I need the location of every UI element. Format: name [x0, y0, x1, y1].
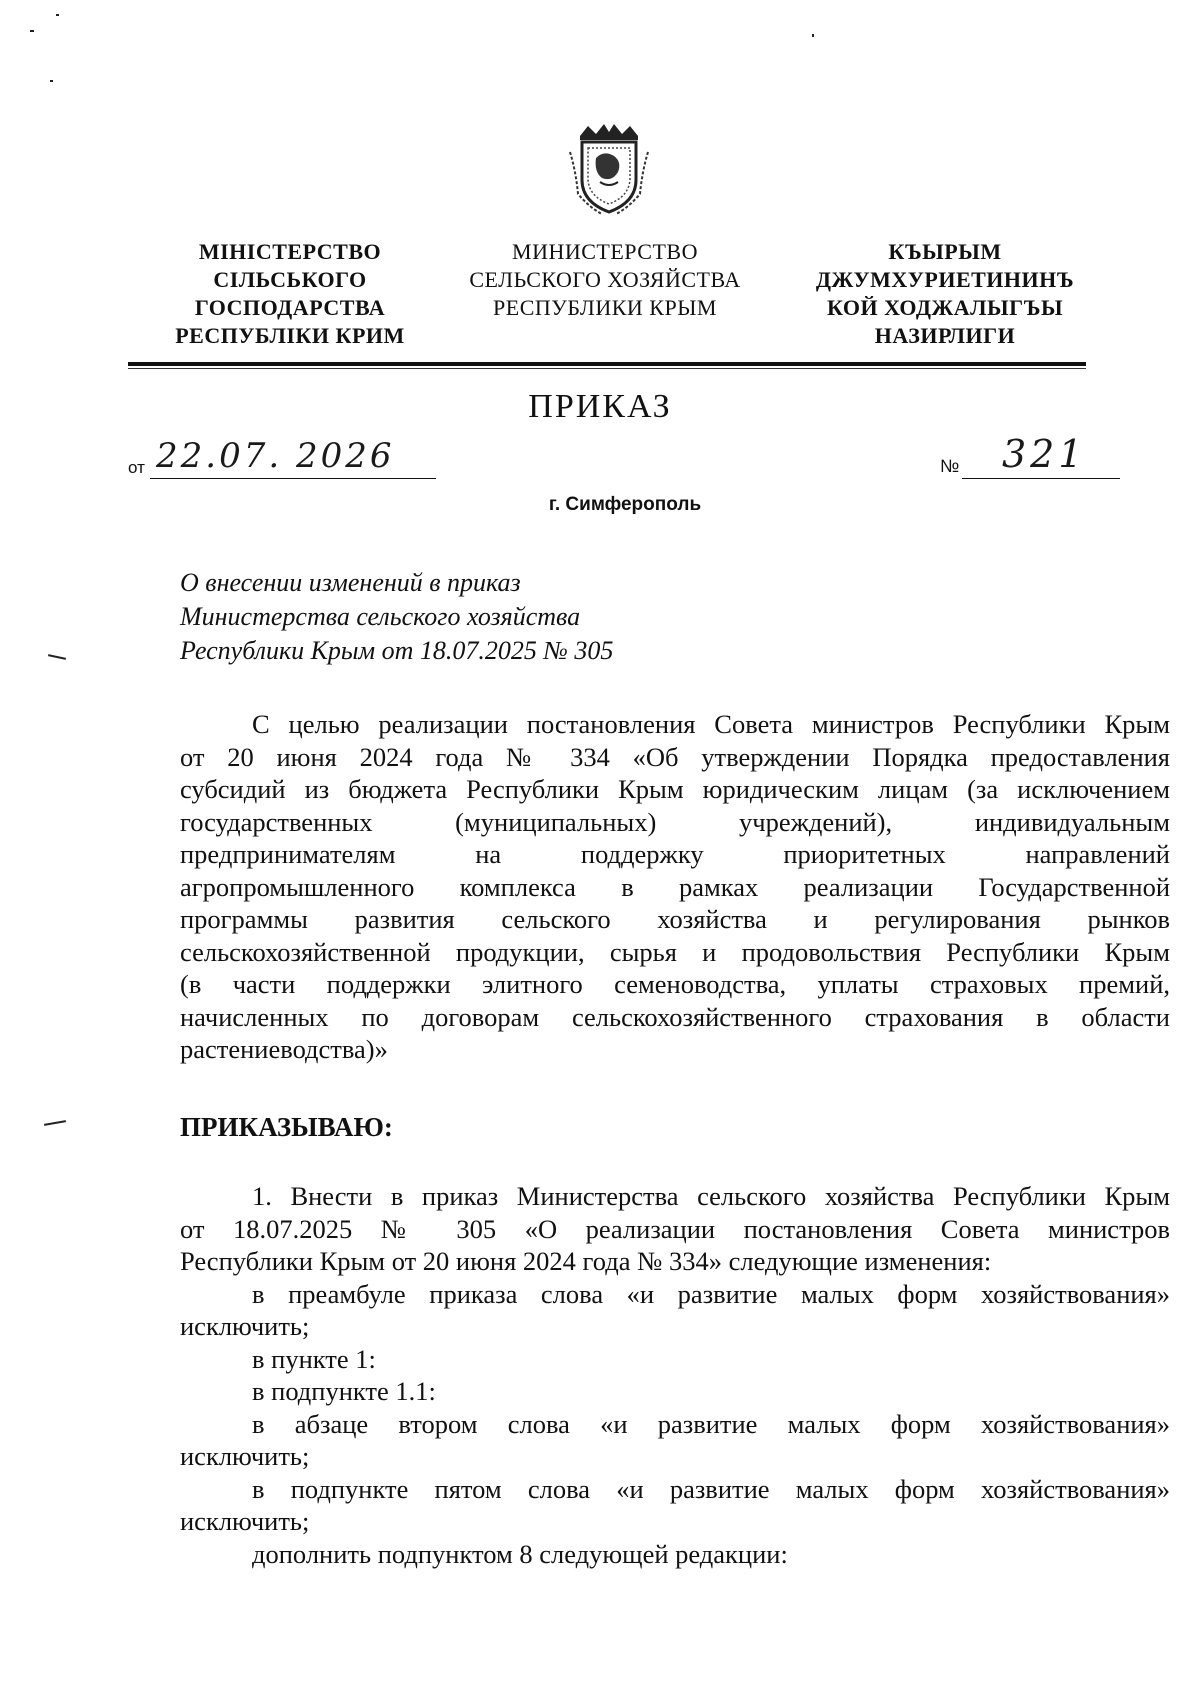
body-line: исключить; — [180, 1506, 310, 1536]
body-line: дополнить подпунктом 8 следующей редакции: — [252, 1538, 788, 1569]
body-line: в пункте 1: — [252, 1343, 376, 1374]
subject-line: О внесении изменений в приказ — [180, 568, 521, 597]
header-right-line: КОЙ ХОДЖАЛЫГЪЫ — [826, 295, 1064, 320]
scan-speck — [44, 1120, 66, 1126]
body-line: исключить; — [180, 1441, 310, 1471]
subject-block — [180, 566, 613, 668]
date-underline — [150, 478, 436, 479]
date-prefix: от — [128, 458, 145, 477]
header-divider-thin — [128, 368, 1086, 369]
body-line: 1. Внести в приказ Министерства сельского хозяйства Республики Крым — [252, 1181, 1170, 1211]
subject-line: Республики Крым от 18.07.2025 № 305 — [180, 636, 614, 665]
scan-speck — [812, 34, 814, 37]
preamble-line: С целью реализации постановления Совета министров Республики Крым — [252, 709, 1170, 739]
header-russian — [440, 238, 770, 322]
preamble-line: начисленных по договорам сельскохозяйственного страхования в области — [180, 1001, 1170, 1032]
scan-speck — [30, 30, 34, 32]
handwritten-date: 22.07. 2026 — [156, 436, 395, 476]
scan-speck — [50, 80, 53, 82]
header-ukrainian — [140, 238, 440, 350]
header-center-line: МИНИСТЕРСТВО — [512, 239, 698, 264]
body-line: в абзаце втором слова «и развитие малых форм хозяйствования» — [252, 1408, 1170, 1439]
header-right-line: ДЖУМХУРИЕТИНИНЪ — [815, 267, 1075, 292]
city-line: г. Симферополь — [548, 494, 702, 515]
preamble-line: сельскохозяйственной продукции, сырья и продовольствия Республики Крым — [180, 936, 1170, 967]
header-left-line: СІЛЬСЬКОГО — [213, 267, 367, 292]
preamble-line: программы развития сельского хозяйства и регулирования рынков — [180, 904, 1170, 934]
body-line: в подпункте 1.1: — [252, 1376, 436, 1406]
header-left-line: МІНІСТЕРСТВО — [198, 239, 382, 264]
coat-of-arms-emblem — [566, 122, 652, 218]
preamble-line: предпринимателям на поддержку приоритетных направлений — [180, 839, 1170, 869]
header-center-line: СЕЛЬСКОГО ХОЗЯЙСТВА — [469, 267, 741, 292]
number-underline — [962, 478, 1120, 479]
header-crimean-tatar — [800, 238, 1090, 350]
preamble-line: государственных (муниципальных) учреждений), индивидуальным — [180, 806, 1170, 837]
subject-line: Министерства сельского хозяйства — [180, 602, 581, 631]
header-center-line: РЕСПУБЛИКИ КРЫМ — [493, 295, 717, 320]
header-left-line: РЕСПУБЛІКИ КРИМ — [175, 323, 405, 348]
preamble-line: (в части поддержки элитного семеноводства, уплаты страховых премий, — [180, 969, 1170, 999]
body-line: в подпункте пятом слова «и развитие малых форм хозяйствования» — [252, 1473, 1170, 1504]
preamble-line: растениеводства)» — [180, 1034, 388, 1064]
body-line: исключить; — [180, 1311, 310, 1341]
order-keyword: ПРИКАЗЫВАЮ: — [180, 1112, 393, 1142]
handwritten-number: 321 — [1002, 432, 1087, 476]
preamble-line: субсидий из бюджета Республики Крым юридическим лицам (за исключением — [180, 774, 1170, 804]
header-left-line: ГОСПОДАРСТВА — [194, 295, 386, 320]
number-prefix: № — [940, 456, 960, 476]
header-divider — [128, 362, 1086, 366]
scan-speck — [48, 654, 66, 660]
body-line: Республики Крым от 20 июня 2024 года № 334» следующие изменения: — [180, 1246, 992, 1276]
order-body — [180, 1180, 1170, 1570]
preamble-line: агропромышленного комплекса в рамках реализации Государственной — [180, 871, 1170, 902]
preamble-line: от 20 июня 2024 года № 334 «Об утверждении Порядка предоставления — [180, 741, 1170, 772]
body-line: от 18.07.2025 № 305 «О реализации постановления Совета министров — [180, 1213, 1170, 1244]
preamble-paragraph — [180, 708, 1170, 1066]
document-title: ПРИКАЗ — [528, 388, 672, 425]
header-right-line: КЪЫРЫМ — [888, 239, 1002, 264]
header-right-line: НАЗИРЛИГИ — [874, 323, 1016, 348]
scan-speck — [56, 14, 59, 16]
body-line: в преамбуле приказа слова «и развитие малых форм хозяйствования» — [252, 1278, 1170, 1309]
